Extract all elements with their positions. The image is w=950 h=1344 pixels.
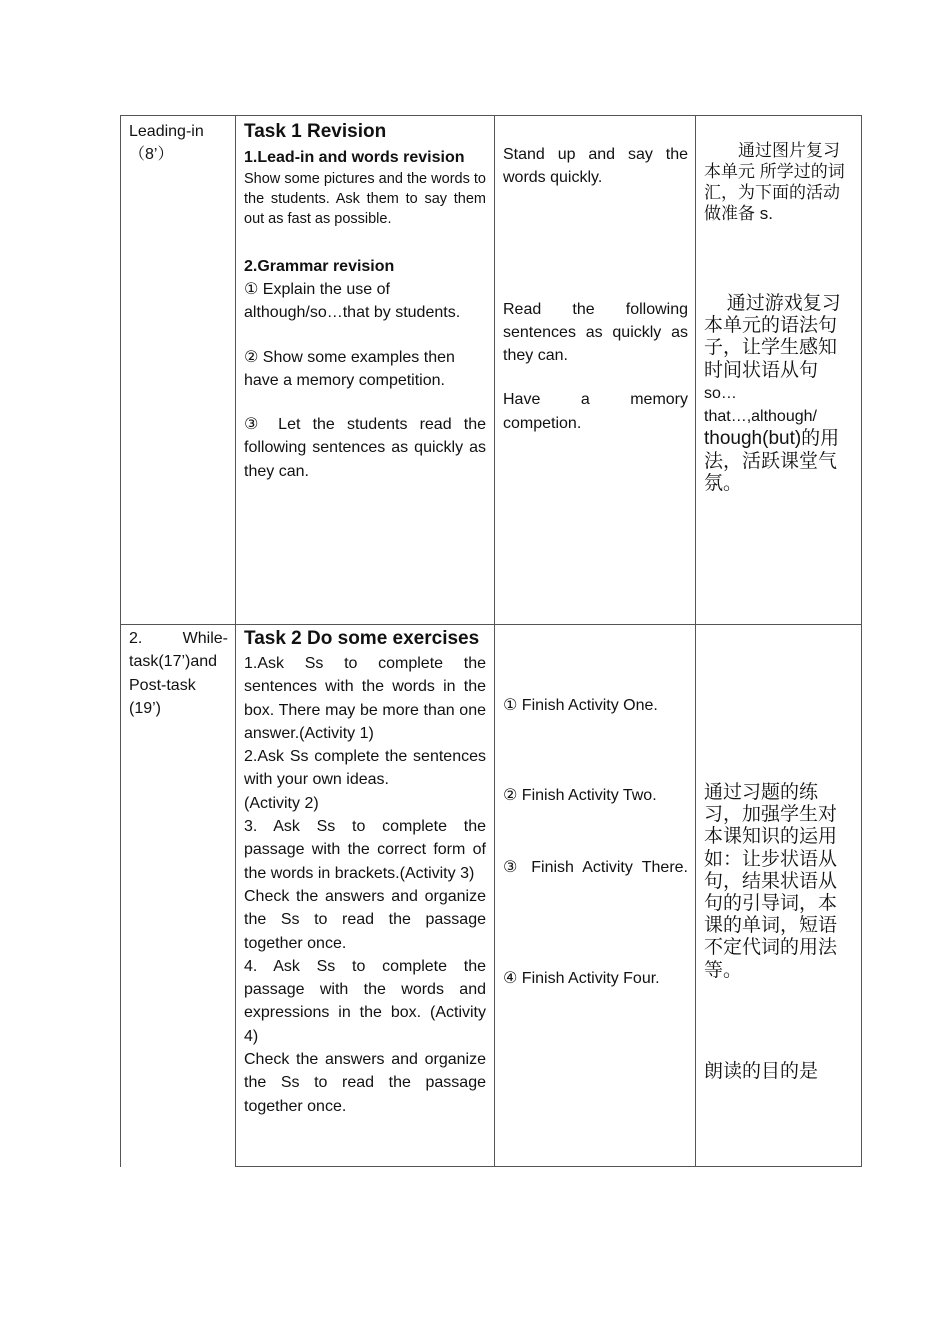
stage-cell: [120, 624, 236, 1167]
purpose-cell: [695, 115, 862, 625]
purpose-text-2-tail: though(but)的用法，活跃课堂气氛。: [704, 428, 840, 494]
purpose-text-2: 通过游戏复习本单元的语法句子，让学生感知时间状语从句: [704, 293, 841, 381]
grammar-item-1: ① Explain the use of although/so…that by students.: [244, 281, 461, 322]
lead-in-text: Show some pictures and the words to the students. Ask them to say them out as fast as possible.: [244, 171, 486, 227]
teacher-activity-cell: [235, 624, 494, 1167]
grammar-item-2: ② Show some examples then have a memory competition.: [244, 348, 455, 389]
task-title: Task 2 Do some exercises: [244, 628, 480, 649]
purpose-cell: [695, 624, 862, 1167]
exercise-3: 3. Ask Ss to complete the passage with the correct form of the words in brackets.(Activity 3): [244, 818, 486, 882]
table-row-while-task: [120, 624, 862, 1167]
grammar-item-3: ③ Let the students read the following sentences as quickly as they can.: [244, 416, 486, 480]
check-answers-1: Check the answers and organize the Ss to read the passage together once.: [244, 887, 486, 952]
subheading-grammar: 2.Grammar revision: [244, 258, 395, 275]
stage-time: （8’）: [129, 146, 174, 164]
student-activity-3: ③ Finish Activity There.: [503, 858, 688, 876]
student-text-3: Have a memory competion.: [503, 391, 688, 432]
student-activity-cell: [494, 115, 696, 625]
purpose-text-2-en-2: that…,although/: [704, 408, 817, 426]
student-activity-cell: [494, 624, 696, 1167]
stage-label: Leading-in: [129, 123, 204, 140]
purpose-text-2-en-1: so…: [704, 384, 737, 402]
student-activity-4: ④ Finish Activity Four.: [503, 969, 660, 987]
exercise-4: 4. Ask Ss to complete the passage with the words and expressions in the box. (Activity 4): [244, 957, 486, 1045]
exercise-2: 2.Ask Ss complete the sentences with your own ideas.: [244, 748, 486, 789]
purpose-text-1: 通过习题的练习，加强学生对本课知识的运用如：让步状语从句，结果状语从句的引导词，本课的单词，短语不定代词的用法等。: [704, 782, 838, 981]
stage-label: 2. While-task(17’)and Post-task (19’): [129, 630, 228, 717]
exercise-2-activity: (Activity 2): [244, 794, 319, 812]
exercise-1: 1.Ask Ss to complete the sentences with the words in the box. There may be more than one answer.(Activity 1): [244, 655, 486, 742]
subheading-lead-in: 1.Lead-in and words revision: [244, 149, 465, 166]
check-answers-2: Check the answers and organize the Ss to read the passage together once.: [244, 1051, 486, 1115]
student-text-1: Stand up and say the words quickly.: [503, 146, 688, 187]
task-title: Task 1 Revision: [244, 121, 387, 142]
purpose-text-1: 通过图片复习本单元 所学过的词汇，为下面的活动做准备 s.: [704, 141, 845, 223]
student-text-2: Read the following sentences as quickly as they can.: [503, 300, 688, 365]
table-row-leading-in: [120, 115, 862, 625]
student-activity-2: ② Finish Activity Two.: [503, 787, 657, 805]
stage-cell: [120, 115, 236, 625]
student-activity-1: ① Finish Activity One.: [503, 697, 658, 714]
purpose-text-2: 朗读的目的是: [704, 1060, 819, 1082]
teacher-activity-cell: [235, 115, 494, 625]
